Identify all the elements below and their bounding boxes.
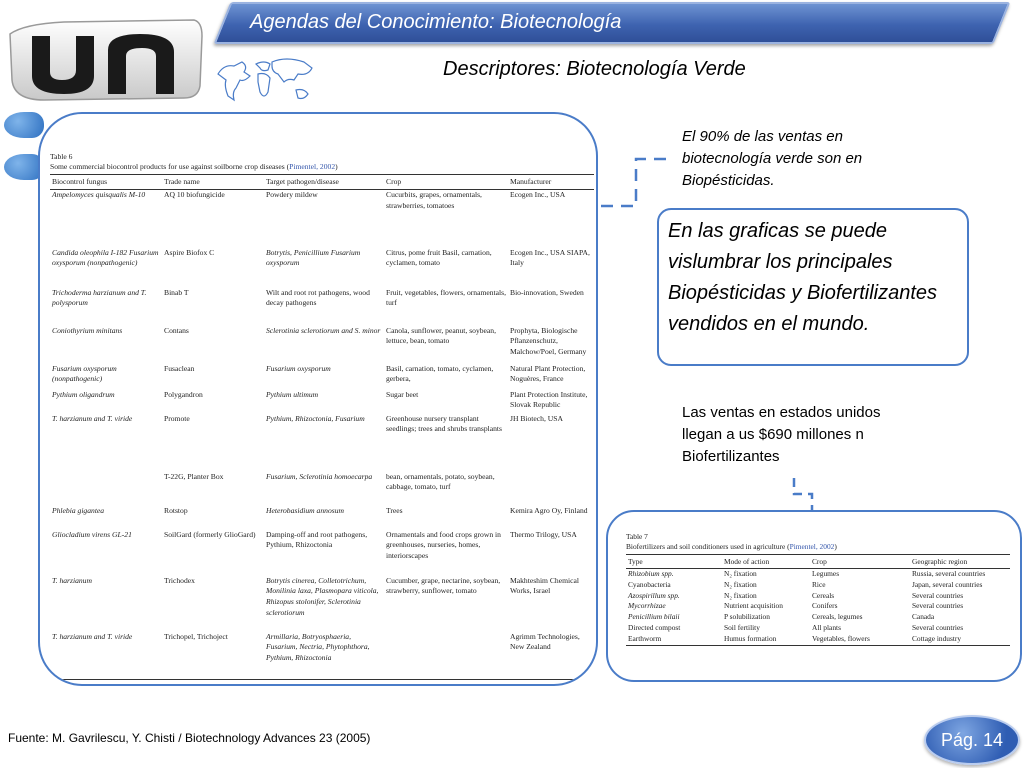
table-cell: Botrytis cinerea, Colletotrichum, Monilinia laxa, Plasmopara viticola, Rhizopus stolonifer, Sclerotinia sclerotiorum — [266, 575, 379, 617]
table-cell: Botrytis, Penicillium Fusarium oxysporum — [266, 247, 361, 268]
table7-citation[interactable]: Pimentel, 2002 — [789, 542, 835, 551]
table-header-cell: Type — [626, 555, 722, 569]
table-row — [50, 288, 594, 326]
table-row — [626, 601, 1010, 612]
table-row — [50, 390, 594, 414]
decorative-blob-icon — [4, 112, 44, 138]
note-biofertilizantes: Las ventas en estados unidos llegan a us $690 millones n Biofertilizantes — [682, 404, 881, 465]
table-cell: Ampelomyces quisqualis M-10 — [52, 190, 146, 199]
table-cell: Mycorrhizae — [628, 601, 666, 611]
table-row — [626, 612, 1010, 623]
table-header-cell: Mode of action — [722, 555, 810, 569]
table7-caption: Table 7 Biofertilizers and soil conditioners used in agriculture (Pimentel, 2002) — [626, 532, 837, 551]
table-cell: Legumes — [812, 569, 840, 578]
table-cell: Pythium oligandrum — [52, 389, 115, 399]
table-cell: T. harzianum and T. viride — [52, 413, 133, 423]
table-cell: Azospirillum spp. — [628, 590, 680, 600]
connector-line — [596, 152, 668, 214]
table-cell: Russia, several countries — [912, 569, 986, 578]
table-cell: Prophyta, Biologische Pflanzenschutz, Malchow/Poel, Germany — [510, 325, 587, 357]
table-cell: Cottage industry — [910, 634, 1010, 645]
table-cell: All plants — [812, 622, 841, 632]
table-header-cell: Target pathogen/disease — [264, 175, 384, 190]
table-cell: Gliocladium virens GL-21 — [52, 529, 132, 539]
table-header-cell: Crop — [810, 555, 910, 569]
table-cell: Natural Plant Protection, Noguères, France — [510, 363, 586, 384]
table-row — [626, 591, 1010, 602]
table-cell: Several countries — [912, 622, 964, 632]
table-cell: Damping-off and root pathogens, Pythium, Rhizoctonia — [266, 529, 368, 550]
table-cell: Fusarium oxysporum — [266, 363, 331, 373]
table-cell: Cucurbits, grapes, ornamentals, strawberries, tomatoes — [386, 190, 482, 210]
table-cell: Rotstop — [164, 505, 188, 515]
table-cell: N₂ fixation — [724, 569, 757, 578]
table-cell: Vegetables, flowers — [810, 634, 910, 645]
table-cell: Fusarium, Sclerotinia homoecarpa — [266, 471, 373, 481]
table-row — [50, 576, 594, 632]
table-cell: Contans — [164, 325, 189, 335]
table-cell: Cereals — [812, 590, 835, 600]
table-cell: Ornamentals and food crops grown in greenhouses, nurseries, homes, interiorscapes — [386, 529, 501, 561]
table7-frame — [606, 510, 1022, 682]
note-biopesticidas: El 90% de las ventas en biotecnología verde son en Biopésticidas. — [682, 128, 863, 189]
table-cell: Earthworm — [626, 634, 722, 645]
table-cell: Thermo Trilogy, USA — [510, 529, 577, 539]
table-cell: Phlebia gigantea — [52, 505, 105, 515]
table-cell: Conifers — [812, 601, 838, 611]
table6-frame — [38, 112, 598, 686]
table-row — [626, 623, 1010, 634]
table-cell: T-22G, Planter Box — [164, 471, 224, 481]
table-cell: Several countries — [912, 590, 964, 600]
table-cell: Canada — [912, 612, 935, 622]
table-cell: Soil fertility — [724, 622, 760, 632]
table-header-row — [626, 555, 1010, 569]
table-cell: Penicillium bilaii — [628, 612, 680, 622]
table-cell — [384, 632, 508, 680]
table-row — [50, 190, 594, 248]
un-logo-icon — [4, 14, 204, 102]
table-cell — [50, 472, 162, 506]
table-cell: Fusaclean — [164, 363, 195, 373]
table-cell: Candida oleophila I-182 Fusarium oxysporum (nonpathogenic) — [52, 247, 159, 268]
table6-caption: Table 6 Some commercial biocontrol products for use against soilborne crop diseases (Pimentel, 2002) — [50, 152, 338, 171]
table7 — [626, 532, 1010, 646]
table-cell: Plant Protection Institute, Slovak Republic — [510, 389, 588, 410]
table-cell: JH Biotech, USA — [510, 413, 563, 423]
table-cell: Promote — [164, 413, 190, 423]
table-cell: bean, ornamentals, potato, soybean, cabbage, tomato, turf — [386, 471, 495, 492]
table-cell: Aspire Biofox C — [164, 247, 215, 257]
table-cell: Cereals, legumes — [812, 612, 863, 622]
table-cell: T. harzianum — [52, 575, 92, 585]
table-cell: Sclerotinia sclerotiorum and S. minor — [266, 325, 381, 335]
table-cell: N₂ fixation — [724, 579, 757, 589]
table-cell: Fruit, vegetables, flowers, ornamentals, turf — [386, 287, 506, 308]
table-cell: Basil, carnation, tomato, cyclamen, gerbera, — [386, 363, 494, 384]
table-cell: Nutrient acquisition — [724, 601, 783, 611]
table-row — [50, 248, 594, 288]
table-header-cell: Crop — [384, 175, 508, 190]
table-cell — [508, 472, 594, 506]
table6-citation[interactable]: Pimentel, 2002 — [289, 162, 336, 171]
table-cell: Directed compost — [628, 622, 681, 632]
table-cell: SoilGard (formerly GlioGard) — [164, 529, 256, 539]
table-cell: Armillaria, Botryosphaeria, Fusarium, Nectria, Phytophthora, Pythium, Rhizoctonia — [264, 632, 384, 680]
table-cell: Wilt and root rot pathogens, wood decay pathogens — [266, 287, 370, 308]
table-row — [626, 580, 1010, 591]
table-cell: Makhteshim Chemical Works, Israel — [510, 575, 579, 596]
table-row — [50, 364, 594, 390]
table-cell: Heterobasidium annosum — [266, 505, 344, 515]
table6 — [50, 152, 594, 680]
table-cell: Pythium ultimum — [266, 389, 319, 399]
table6-grid — [50, 174, 594, 680]
table-cell: Coniothyrium minitans — [52, 325, 123, 335]
table-cell: Trichodex — [164, 575, 195, 585]
world-map-icon — [214, 52, 318, 112]
table-cell: Agrimm Technologies, New Zealand — [508, 632, 594, 680]
table-row — [50, 506, 594, 530]
table-row — [50, 472, 594, 506]
table-row — [626, 569, 1010, 580]
table7-grid — [626, 554, 1010, 646]
table-header-row — [50, 175, 594, 190]
table-header-cell: Geographic region — [910, 555, 1010, 569]
table-header-cell: Biocontrol fungus — [50, 175, 162, 190]
page-subtitle: Descriptores: Biotecnología Verde — [443, 58, 746, 80]
table-cell: T. harzianum and T. viride — [50, 632, 162, 680]
source-citation: Fuente: M. Gavrilescu, Y. Chisti / Biotechnology Advances 23 (2005) — [8, 731, 371, 745]
table-cell: Fusarium oxysporum (nonpathogenic) — [52, 363, 117, 384]
table-row — [50, 530, 594, 576]
page-number-badge: Pág. 14 — [924, 715, 1020, 765]
table-cell: Trichopel, Trichoject — [162, 632, 264, 680]
table-cell: Citrus, pome fruit Basil, carnation, cyclamen, tomato — [386, 247, 492, 268]
banner-title: Agendas del Conocimiento: Biotecnología — [250, 11, 622, 33]
table-cell: Sugar beet — [386, 389, 419, 399]
callout-box: En las graficas se puede vislumbrar los principales Biopésticidas y Biofertilizantes vendidos en el mundo. — [657, 208, 969, 366]
table-cell: Bio-innovation, Sweden — [510, 287, 584, 297]
table-cell: Ecogen Inc., USA SIAPA, Italy — [510, 247, 590, 268]
table-cell: Kemira Agro Oy, Finland — [510, 505, 588, 515]
table-cell: Rice — [812, 579, 826, 589]
table-cell: Humus formation — [722, 634, 810, 645]
table-cell: Trichoderma harzianum and T. polysporum — [52, 287, 147, 308]
table-cell: Binab T — [164, 287, 189, 297]
table-cell: Powdery mildew — [266, 190, 318, 199]
table-header-cell: Manufacturer — [508, 175, 594, 190]
table-cell: AQ 10 biofungicide — [164, 190, 225, 199]
table-header-cell: Trade name — [162, 175, 264, 190]
table-row — [50, 326, 594, 364]
table-cell: Canola, sunflower, peanut, soybean, lettuce, bean, tomato — [386, 325, 496, 346]
table-cell: Japan, several countries — [912, 579, 983, 589]
table-cell: P solubilization — [724, 612, 770, 622]
table-cell: Several countries — [912, 601, 964, 611]
table-row — [50, 414, 594, 472]
connector-line — [786, 474, 818, 514]
table-cell: Cucumber, grape, nectarine, soybean, strawberry, sunflower, tomato — [386, 575, 501, 596]
table-cell: Trees — [386, 505, 403, 515]
table-cell: Ecogen Inc., USA — [510, 190, 566, 199]
table-cell: Pythium, Rhizoctonia, Fusarium — [266, 413, 365, 423]
table-row — [50, 632, 594, 680]
table-cell: Polygandron — [164, 389, 203, 399]
table-row — [626, 634, 1010, 645]
table-cell: Greenhouse nursery transplant seedlings; trees and shrubs transplants — [386, 413, 502, 434]
table-cell: N₂ fixation — [724, 590, 757, 600]
table-cell: Rhizobium spp. — [628, 569, 674, 578]
table-cell: Cyanobacteria — [628, 579, 671, 589]
